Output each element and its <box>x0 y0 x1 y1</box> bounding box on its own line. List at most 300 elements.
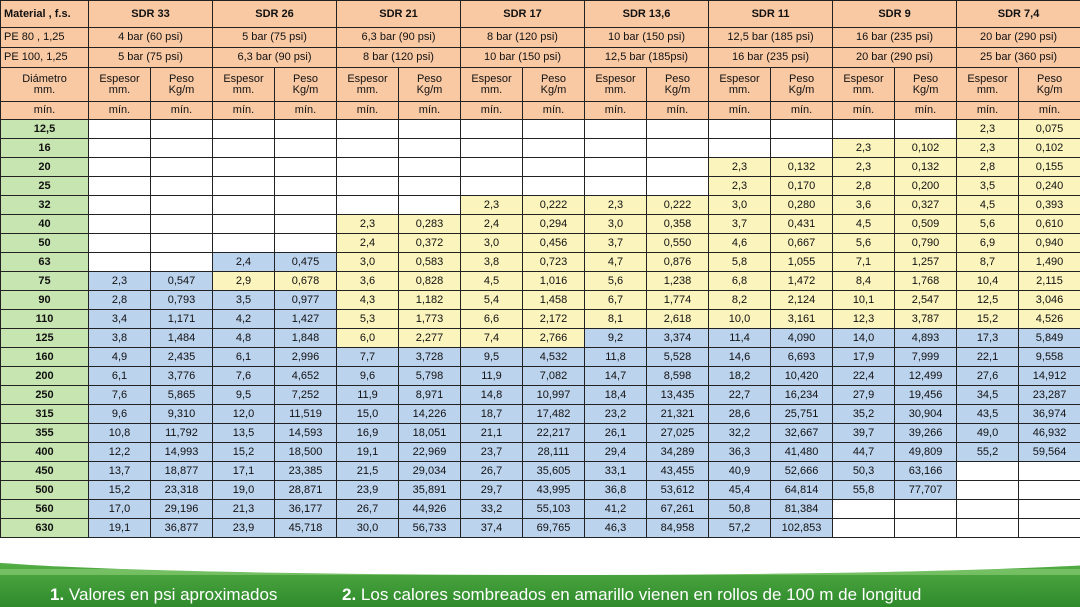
peso-cell: 1,490 <box>1019 253 1080 272</box>
espesor-cell: 28,6 <box>709 405 771 424</box>
espesor-header <box>89 68 151 102</box>
espesor-cell: 18,2 <box>709 367 771 386</box>
diameter-cell: 160 <box>1 348 89 367</box>
espesor-cell: 30,0 <box>337 519 399 538</box>
peso-cell: 45,718 <box>275 519 337 538</box>
peso-cell: 49,809 <box>895 443 957 462</box>
espesor-cell: 6,7 <box>585 291 647 310</box>
diameter-cell: 40 <box>1 215 89 234</box>
peso-cell: 34,289 <box>647 443 709 462</box>
diameter-cell: 560 <box>1 500 89 519</box>
espesor-unit: mm. <box>976 83 999 96</box>
peso-cell: 29,034 <box>399 462 461 481</box>
espesor-cell <box>337 196 399 215</box>
peso-cell: 59,564 <box>1019 443 1080 462</box>
peso-cell: 1,774 <box>647 291 709 310</box>
espesor-cell <box>337 158 399 177</box>
note-2-text: Los calores sombreados en amarillo vienen en rollos de 100 m de longitud <box>356 585 922 604</box>
peso-unit: Kg/m <box>540 83 567 96</box>
peso-cell: 1,427 <box>275 310 337 329</box>
diameter-header <box>1 68 89 102</box>
espesor-cell <box>89 253 151 272</box>
peso-cell: 4,090 <box>771 329 833 348</box>
sdr-header: SDR 21 <box>337 1 461 28</box>
espesor-cell: 34,5 <box>957 386 1019 405</box>
peso-cell: 0,977 <box>275 291 337 310</box>
diameter-cell: 16 <box>1 139 89 158</box>
pe100-pressure: 8 bar (120 psi) <box>337 48 461 68</box>
peso-cell <box>151 120 213 139</box>
peso-cell: 27,025 <box>647 424 709 443</box>
peso-cell: 23,318 <box>151 481 213 500</box>
pe80-pressure: 20 bar (290 psi) <box>957 28 1080 48</box>
diameter-cell: 75 <box>1 272 89 291</box>
espesor-cell <box>213 215 275 234</box>
peso-cell: 0,358 <box>647 215 709 234</box>
espesor-cell: 23,7 <box>461 443 523 462</box>
peso-cell: 0,240 <box>1019 177 1080 196</box>
peso-cell: 0,222 <box>523 196 585 215</box>
peso-cell: 0,200 <box>895 177 957 196</box>
espesor-cell <box>213 196 275 215</box>
espesor-cell: 36,8 <box>585 481 647 500</box>
peso-label: Peso <box>540 72 567 85</box>
peso-cell: 23,385 <box>275 462 337 481</box>
espesor-cell <box>709 139 771 158</box>
peso-cell: 19,456 <box>895 386 957 405</box>
peso-unit: Kg/m <box>1036 83 1063 96</box>
espesor-min-label: mín. <box>957 102 1019 120</box>
peso-cell: 0,393 <box>1019 196 1080 215</box>
peso-cell <box>1019 481 1080 500</box>
peso-cell: 0,170 <box>771 177 833 196</box>
espesor-cell: 33,1 <box>585 462 647 481</box>
espesor-cell: 7,6 <box>213 367 275 386</box>
peso-cell: 2,766 <box>523 329 585 348</box>
espesor-cell: 21,1 <box>461 424 523 443</box>
espesor-cell: 2,8 <box>957 158 1019 177</box>
espesor-cell: 44,7 <box>833 443 895 462</box>
espesor-cell: 11,4 <box>709 329 771 348</box>
peso-cell <box>399 139 461 158</box>
peso-cell: 11,792 <box>151 424 213 443</box>
diameter-unit-label: mm. <box>33 83 56 96</box>
peso-cell: 0,283 <box>399 215 461 234</box>
espesor-unit: mm. <box>852 83 875 96</box>
peso-cell: 17,482 <box>523 405 585 424</box>
peso-cell: 39,266 <box>895 424 957 443</box>
peso-cell <box>1019 462 1080 481</box>
peso-cell: 46,932 <box>1019 424 1080 443</box>
peso-cell: 43,455 <box>647 462 709 481</box>
espesor-cell: 12,3 <box>833 310 895 329</box>
peso-cell: 5,528 <box>647 348 709 367</box>
espesor-cell: 41,2 <box>585 500 647 519</box>
espesor-cell <box>585 139 647 158</box>
espesor-cell: 17,1 <box>213 462 275 481</box>
peso-cell: 36,974 <box>1019 405 1080 424</box>
espesor-label: Espesor <box>967 72 1008 85</box>
espesor-min-label: mín. <box>585 102 647 120</box>
peso-cell: 1,171 <box>151 310 213 329</box>
peso-cell: 3,161 <box>771 310 833 329</box>
peso-cell: 67,261 <box>647 500 709 519</box>
table-row <box>1 196 1080 215</box>
espesor-cell <box>89 120 151 139</box>
espesor-cell: 14,6 <box>709 348 771 367</box>
peso-cell: 0,372 <box>399 234 461 253</box>
espesor-cell: 7,6 <box>89 386 151 405</box>
espesor-cell: 22,7 <box>709 386 771 405</box>
pe100-pressure: 16 bar (235 psi) <box>709 48 833 68</box>
espesor-cell: 9,6 <box>337 367 399 386</box>
peso-cell: 0,723 <box>523 253 585 272</box>
pe100-pressure: 6,3 bar (90 psi) <box>213 48 337 68</box>
espesor-cell: 4,6 <box>709 234 771 253</box>
peso-cell: 53,612 <box>647 481 709 500</box>
sdr-header: SDR 13,6 <box>585 1 709 28</box>
table-row <box>1 405 1080 424</box>
peso-label: Peso <box>1037 72 1063 85</box>
espesor-cell: 2,3 <box>957 120 1019 139</box>
espesor-cell: 2,3 <box>833 158 895 177</box>
espesor-cell: 2,4 <box>213 253 275 272</box>
espesor-cell: 36,3 <box>709 443 771 462</box>
espesor-cell: 11,9 <box>337 386 399 405</box>
peso-cell <box>399 196 461 215</box>
peso-cell <box>1019 500 1080 519</box>
peso-cell: 5,849 <box>1019 329 1080 348</box>
diameter-cell: 450 <box>1 462 89 481</box>
espesor-cell: 4,8 <box>213 329 275 348</box>
espesor-label: Espesor <box>471 72 512 85</box>
peso-cell <box>151 234 213 253</box>
peso-cell: 36,177 <box>275 500 337 519</box>
espesor-label: Espesor <box>99 72 140 85</box>
peso-cell: 0,550 <box>647 234 709 253</box>
espesor-cell: 3,0 <box>337 253 399 272</box>
espesor-cell: 3,6 <box>833 196 895 215</box>
table-row <box>1 386 1080 405</box>
espesor-cell: 9,5 <box>461 348 523 367</box>
espesor-cell: 22,1 <box>957 348 1019 367</box>
pe80-label: PE 80 , 1,25 <box>1 28 89 48</box>
diameter-cell: 110 <box>1 310 89 329</box>
espesor-cell: 2,3 <box>461 196 523 215</box>
peso-label: Peso <box>416 72 443 85</box>
table-row <box>1 348 1080 367</box>
espesor-cell <box>833 500 895 519</box>
table-row <box>1 215 1080 234</box>
peso-cell <box>399 177 461 196</box>
espesor-cell: 26,7 <box>337 500 399 519</box>
espesor-cell <box>957 500 1019 519</box>
peso-header <box>895 68 957 102</box>
espesor-cell <box>461 139 523 158</box>
espesor-header <box>585 68 647 102</box>
espesor-cell <box>957 481 1019 500</box>
peso-cell: 23,287 <box>1019 386 1080 405</box>
espesor-cell: 43,5 <box>957 405 1019 424</box>
espesor-cell: 14,7 <box>585 367 647 386</box>
pe80-pressure: 8 bar (120 psi) <box>461 28 585 48</box>
espesor-cell: 55,2 <box>957 443 1019 462</box>
peso-cell: 14,912 <box>1019 367 1080 386</box>
peso-cell: 2,547 <box>895 291 957 310</box>
table-row <box>1 519 1080 538</box>
peso-cell: 0,280 <box>771 196 833 215</box>
espesor-cell <box>213 158 275 177</box>
peso-cell <box>895 120 957 139</box>
sdr-header: SDR 17 <box>461 1 585 28</box>
espesor-cell <box>833 120 895 139</box>
peso-cell: 35,605 <box>523 462 585 481</box>
peso-cell: 22,217 <box>523 424 585 443</box>
espesor-cell: 14,0 <box>833 329 895 348</box>
espesor-cell: 2,3 <box>337 215 399 234</box>
espesor-cell: 3,5 <box>957 177 1019 196</box>
peso-cell: 41,480 <box>771 443 833 462</box>
espesor-cell: 23,9 <box>337 481 399 500</box>
pe100-pressure: 10 bar (150 psi) <box>461 48 585 68</box>
peso-cell: 0,793 <box>151 291 213 310</box>
peso-cell: 9,558 <box>1019 348 1080 367</box>
espesor-cell: 5,6 <box>957 215 1019 234</box>
peso-cell: 0,547 <box>151 272 213 291</box>
espesor-cell: 2,3 <box>89 272 151 291</box>
espesor-cell: 57,2 <box>709 519 771 538</box>
peso-header <box>399 68 461 102</box>
peso-cell: 8,598 <box>647 367 709 386</box>
espesor-cell: 29,4 <box>585 443 647 462</box>
espesor-cell <box>585 177 647 196</box>
sdr-header: SDR 7,4 <box>957 1 1080 28</box>
peso-cell: 14,226 <box>399 405 461 424</box>
espesor-cell: 4,5 <box>833 215 895 234</box>
espesor-cell <box>709 120 771 139</box>
table-row <box>1 272 1080 291</box>
peso-min-label: mín. <box>895 102 957 120</box>
espesor-label: Espesor <box>843 72 884 85</box>
espesor-cell: 39,7 <box>833 424 895 443</box>
diameter-min-label: mín. <box>1 102 89 120</box>
espesor-cell: 4,2 <box>213 310 275 329</box>
espesor-cell <box>89 177 151 196</box>
peso-cell: 2,435 <box>151 348 213 367</box>
sdr-header: SDR 33 <box>89 1 213 28</box>
espesor-cell <box>585 120 647 139</box>
table-row <box>1 139 1080 158</box>
peso-cell: 14,593 <box>275 424 337 443</box>
espesor-cell: 6,8 <box>709 272 771 291</box>
pe100-label: PE 100, 1,25 <box>1 48 89 68</box>
peso-cell: 12,499 <box>895 367 957 386</box>
espesor-cell: 7,4 <box>461 329 523 348</box>
espesor-cell: 40,9 <box>709 462 771 481</box>
peso-cell: 2,115 <box>1019 272 1080 291</box>
table-row <box>1 120 1080 139</box>
espesor-cell: 3,8 <box>461 253 523 272</box>
espesor-cell <box>585 158 647 177</box>
peso-cell: 43,995 <box>523 481 585 500</box>
espesor-cell: 13,5 <box>213 424 275 443</box>
espesor-cell: 7,7 <box>337 348 399 367</box>
espesor-cell: 29,7 <box>461 481 523 500</box>
peso-unit: Kg/m <box>664 83 691 96</box>
pe80-pressure: 10 bar (150 psi) <box>585 28 709 48</box>
peso-cell: 1,773 <box>399 310 461 329</box>
peso-cell <box>151 139 213 158</box>
espesor-cell: 13,7 <box>89 462 151 481</box>
espesor-cell <box>337 120 399 139</box>
espesor-cell: 18,4 <box>585 386 647 405</box>
espesor-min-label: mín. <box>833 102 895 120</box>
sdr-header: SDR 26 <box>213 1 337 28</box>
espesor-cell <box>89 158 151 177</box>
peso-unit: Kg/m <box>292 83 319 96</box>
peso-cell <box>275 120 337 139</box>
espesor-cell <box>89 215 151 234</box>
peso-cell: 0,790 <box>895 234 957 253</box>
peso-cell: 0,667 <box>771 234 833 253</box>
peso-cell <box>275 234 337 253</box>
espesor-cell <box>213 234 275 253</box>
peso-cell <box>647 177 709 196</box>
espesor-min-label: mín. <box>213 102 275 120</box>
espesor-cell <box>461 120 523 139</box>
peso-cell: 0,475 <box>275 253 337 272</box>
peso-cell: 0,456 <box>523 234 585 253</box>
table-row <box>1 177 1080 196</box>
peso-cell: 18,500 <box>275 443 337 462</box>
espesor-cell: 22,4 <box>833 367 895 386</box>
espesor-cell: 2,3 <box>709 177 771 196</box>
espesor-cell: 15,2 <box>89 481 151 500</box>
espesor-cell: 4,5 <box>957 196 1019 215</box>
espesor-cell: 37,4 <box>461 519 523 538</box>
espesor-cell: 2,3 <box>957 139 1019 158</box>
peso-cell: 7,252 <box>275 386 337 405</box>
peso-min-label: mín. <box>523 102 585 120</box>
peso-cell <box>275 196 337 215</box>
peso-cell: 3,374 <box>647 329 709 348</box>
peso-min-label: mín. <box>647 102 709 120</box>
espesor-cell: 23,9 <box>213 519 275 538</box>
peso-cell <box>647 158 709 177</box>
espesor-cell: 15,2 <box>213 443 275 462</box>
peso-cell: 0,132 <box>895 158 957 177</box>
espesor-cell <box>89 196 151 215</box>
espesor-cell: 3,0 <box>709 196 771 215</box>
peso-cell: 0,583 <box>399 253 461 272</box>
peso-cell: 9,310 <box>151 405 213 424</box>
peso-cell: 1,055 <box>771 253 833 272</box>
peso-cell: 5,798 <box>399 367 461 386</box>
peso-cell: 8,971 <box>399 386 461 405</box>
espesor-min-label: mín. <box>461 102 523 120</box>
peso-cell: 35,891 <box>399 481 461 500</box>
espesor-cell: 55,8 <box>833 481 895 500</box>
espesor-cell: 15,2 <box>957 310 1019 329</box>
espesor-cell: 4,3 <box>337 291 399 310</box>
espesor-cell: 50,3 <box>833 462 895 481</box>
espesor-cell: 19,1 <box>337 443 399 462</box>
espesor-cell: 8,4 <box>833 272 895 291</box>
espesor-cell: 2,9 <box>213 272 275 291</box>
espesor-cell <box>957 519 1019 538</box>
espesor-label: Espesor <box>595 72 636 85</box>
espesor-unit: mm. <box>480 83 503 96</box>
espesor-cell: 2,3 <box>585 196 647 215</box>
peso-cell: 36,877 <box>151 519 213 538</box>
espesor-cell: 3,7 <box>709 215 771 234</box>
peso-cell: 2,172 <box>523 310 585 329</box>
espesor-cell: 11,8 <box>585 348 647 367</box>
espesor-cell: 12,2 <box>89 443 151 462</box>
espesor-min-label: mín. <box>709 102 771 120</box>
footer-note-2 <box>342 585 921 605</box>
table-row <box>1 253 1080 272</box>
espesor-cell: 6,1 <box>213 348 275 367</box>
espesor-unit: mm. <box>604 83 627 96</box>
diameter-cell: 630 <box>1 519 89 538</box>
espesor-cell: 49,0 <box>957 424 1019 443</box>
espesor-cell: 10,4 <box>957 272 1019 291</box>
espesor-label: Espesor <box>347 72 388 85</box>
pe80-pressure: 6,3 bar (90 psi) <box>337 28 461 48</box>
espesor-cell: 12,5 <box>957 291 1019 310</box>
espesor-cell: 21,5 <box>337 462 399 481</box>
peso-cell: 102,853 <box>771 519 833 538</box>
espesor-cell: 10,0 <box>709 310 771 329</box>
diameter-cell: 25 <box>1 177 89 196</box>
espesor-cell: 9,5 <box>213 386 275 405</box>
peso-min-label: mín. <box>399 102 461 120</box>
pe100-pressure: 12,5 bar (185psi) <box>585 48 709 68</box>
espesor-cell <box>461 177 523 196</box>
espesor-cell: 4,9 <box>89 348 151 367</box>
espesor-cell: 19,0 <box>213 481 275 500</box>
peso-cell: 14,993 <box>151 443 213 462</box>
peso-header <box>647 68 709 102</box>
espesor-cell: 6,9 <box>957 234 1019 253</box>
peso-cell: 0,678 <box>275 272 337 291</box>
peso-cell: 18,051 <box>399 424 461 443</box>
espesor-cell: 6,1 <box>89 367 151 386</box>
peso-cell: 30,904 <box>895 405 957 424</box>
table-row <box>1 481 1080 500</box>
peso-header <box>151 68 213 102</box>
table-row <box>1 424 1080 443</box>
espesor-header <box>213 68 275 102</box>
espesor-cell: 26,7 <box>461 462 523 481</box>
peso-cell: 0,102 <box>1019 139 1080 158</box>
espesor-min-label: mín. <box>89 102 151 120</box>
espesor-cell: 35,2 <box>833 405 895 424</box>
espesor-cell: 17,0 <box>89 500 151 519</box>
espesor-cell: 46,3 <box>585 519 647 538</box>
pe100-pressure: 5 bar (75 psi) <box>89 48 213 68</box>
diameter-cell: 63 <box>1 253 89 272</box>
peso-cell: 1,768 <box>895 272 957 291</box>
table-row <box>1 462 1080 481</box>
peso-cell: 56,733 <box>399 519 461 538</box>
diameter-cell: 355 <box>1 424 89 443</box>
espesor-cell: 18,7 <box>461 405 523 424</box>
diameter-cell: 12,5 <box>1 120 89 139</box>
table-row <box>1 443 1080 462</box>
pe100-pressure: 25 bar (360 psi) <box>957 48 1080 68</box>
